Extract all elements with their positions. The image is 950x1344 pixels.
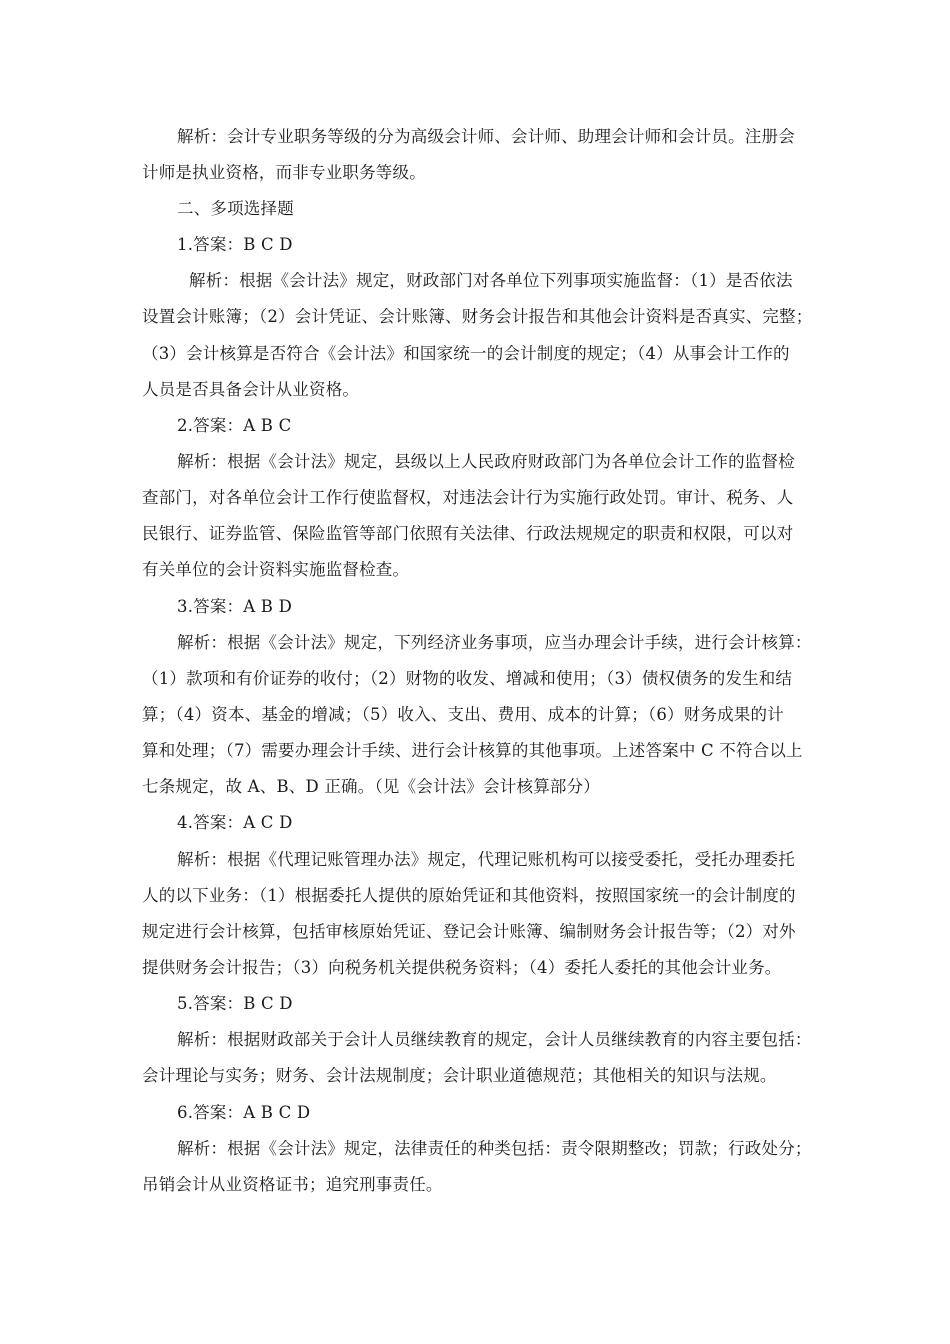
- paragraph-line: 解析：根据《会计法》规定，法律责任的种类包括：责令限期整改；罚款；行政处分；: [177, 1139, 812, 1158]
- paragraph-line: 有关单位的会计资料实施监督检查。: [142, 560, 410, 579]
- paragraph-line: 查部门，对各单位会计工作行使监督权，对违法会计行为实施行政处罚。审计、税务、人: [142, 488, 794, 507]
- paragraph-line: 提供财务会计报告；（3）向税务机关提供税务资料；（4）委托人委托的其他会计业务。: [142, 958, 782, 977]
- paragraph-line: 解析：根据《代理记账管理办法》规定，代理记账机构可以接受委托，受托办理委托: [177, 850, 795, 869]
- paragraph-line: （1）款项和有价证券的收付；（2）财物的收发、增减和使用；（3）债权债务的发生和结: [142, 669, 793, 688]
- paragraph-line: 设置会计账簿；（2）会计凭证、会计账簿、财务会计报告和其他会计资料是否真实、完整；: [142, 307, 813, 326]
- answer-line: 1.答案：B C D: [177, 235, 293, 254]
- paragraph-line: 解析：根据《会计法》规定，县级以上人民政府财政部门为各单位会计工作的监督检: [177, 452, 795, 471]
- answer-line: 6.答案：A B C D: [177, 1103, 311, 1122]
- paragraph-line: 人员是否具备会计从业资格。: [142, 380, 360, 399]
- section-heading: 二、多项选择题: [177, 199, 294, 218]
- paragraph-line: 计师是执业资格，而非专业职务等级。: [142, 163, 426, 182]
- paragraph-line: 解析：根据《会计法》规定，下列经济业务事项，应当办理会计手续，进行会计核算：: [177, 633, 812, 652]
- paragraph-line: 规定进行会计核算，包括审核原始凭证、登记会计账簿、编制财务会计报告等；（2）对外: [142, 922, 796, 941]
- paragraph-line: 民银行、证券监管、保险监管等部门依照有关法律、行政法规规定的职责和权限，可以对: [142, 524, 794, 543]
- paragraph-line: 人的以下业务：（1）根据委托人提供的原始凭证和其他资料，按照国家统一的会计制度的: [142, 886, 796, 905]
- paragraph-line: 算；（4）资本、基金的增减；（5）收入、支出、费用、成本的计算；（6）财务成果的计: [142, 705, 784, 724]
- paragraph-line: 解析：会计专业职务等级的分为高级会计师、会计师、助理会计师和会计员。注册会: [177, 127, 795, 146]
- paragraph-line: 算和处理；（7）需要办理会计手续、进行会计核算的其他事项。上述答案中 C 不符合以上: [142, 741, 803, 760]
- paragraph-line: 会计理论与实务；财务、会计法规制度；会计职业道德规范；其他相关的知识与法规。: [142, 1066, 777, 1085]
- answer-line: 2.答案：A B C: [177, 416, 292, 435]
- answer-line: 4.答案：A C D: [177, 813, 293, 832]
- paragraph-line: 吊销会计从业资格证书；追究刑事责任。: [142, 1175, 443, 1194]
- answer-line: 5.答案：B C D: [177, 994, 293, 1013]
- paragraph-line: 解析：根据财政部关于会计人员继续教育的规定，会计人员继续教育的内容主要包括：: [177, 1030, 812, 1049]
- paragraph-line: 七条规定，故 A、B、D 正确。（见《会计法》会计核算部分）: [142, 777, 601, 796]
- paragraph-line: 解析：根据《会计法》规定，财政部门对各单位下列事项实施监督：（1）是否依法: [189, 271, 793, 290]
- answer-line: 3.答案：A B D: [177, 597, 293, 616]
- paragraph-line: （3）会计核算是否符合《会计法》和国家统一的会计制度的规定；（4）从事会计工作的: [142, 344, 790, 363]
